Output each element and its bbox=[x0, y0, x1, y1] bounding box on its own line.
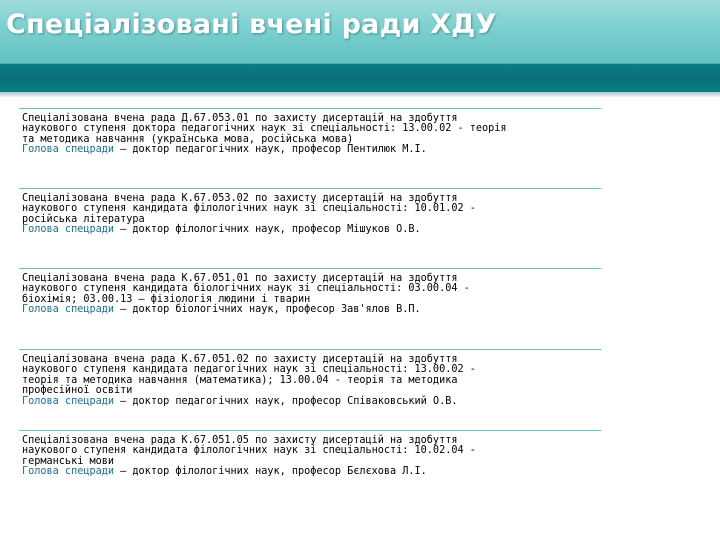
council-head bbox=[19, 467, 601, 477]
head-value: – доктор біологічних наук, професор Зав'ялов В.П. bbox=[114, 304, 421, 316]
title-underline-band bbox=[0, 64, 720, 92]
council-description: Спеціалізована вчена рада Д.67.053.01 по захисту дисертацій на здобуття наукового ступеня доктора педагогічних наук зі спеціальності: 13.00.02 - теорія та методика навчання (українська мова, російська мова) bbox=[22, 113, 507, 145]
council-entry-2 bbox=[19, 188, 601, 236]
council-description: Спеціалізована вчена рада К.67.051.02 по захисту дисертацій на здобуття наукового ступеня кандидата педагогічних наук зі спеціальності: 13.00.02 - теорія та методика навчання (математика); 13.00.04 - теорія та методика професійної освіти bbox=[22, 354, 476, 397]
council-entry-3 bbox=[19, 268, 601, 316]
head-label: Голова спецради bbox=[22, 304, 115, 316]
council-description: Спеціалізована вчена рада К.67.051.01 по захисту дисертацій на здобуття наукового ступеня кандидата біологічних наук зі спеціальності: 03.00.04 - біохімія; 03.00.13 – фізіологія людини і тварин bbox=[22, 273, 470, 305]
council-head bbox=[19, 305, 601, 315]
page-title: Спеціалізовані вчені ради ХДУ bbox=[6, 9, 497, 40]
head-label: Голова спецради bbox=[22, 466, 115, 478]
head-value: – доктор педагогічних наук, професор Пентилюк М.І. bbox=[114, 144, 427, 156]
band-shadow bbox=[0, 92, 720, 98]
head-label: Голова спецради bbox=[22, 395, 115, 407]
council-head bbox=[19, 145, 601, 155]
council-head bbox=[19, 225, 601, 235]
council-entry-4 bbox=[19, 349, 601, 407]
council-entry-5 bbox=[19, 430, 601, 478]
head-value: – доктор філологічних наук, професор Бєлєхова Л.І. bbox=[114, 466, 427, 478]
council-head bbox=[19, 397, 601, 407]
head-value: – доктор філологічних наук, професор Мішуков О.В. bbox=[114, 224, 421, 236]
council-description: Спеціалізована вчена рада К.67.053.02 по захисту дисертацій на здобуття наукового ступеня кандидата філологічних наук зі спеціальності: 10.01.02 - російська література bbox=[22, 193, 476, 225]
head-value: – доктор педагогічних наук, професор Співаковський О.В. bbox=[114, 395, 458, 407]
council-description: Спеціалізована вчена рада К.67.051.05 по захисту дисертацій на здобуття наукового ступеня кандидата філологічних наук зі спеціальності: 10.02.04 - германські мови bbox=[22, 435, 476, 467]
head-label: Голова спецради bbox=[22, 144, 115, 156]
head-label: Голова спецради bbox=[22, 224, 115, 236]
title-bar bbox=[0, 0, 720, 64]
council-entry-1 bbox=[19, 108, 601, 156]
